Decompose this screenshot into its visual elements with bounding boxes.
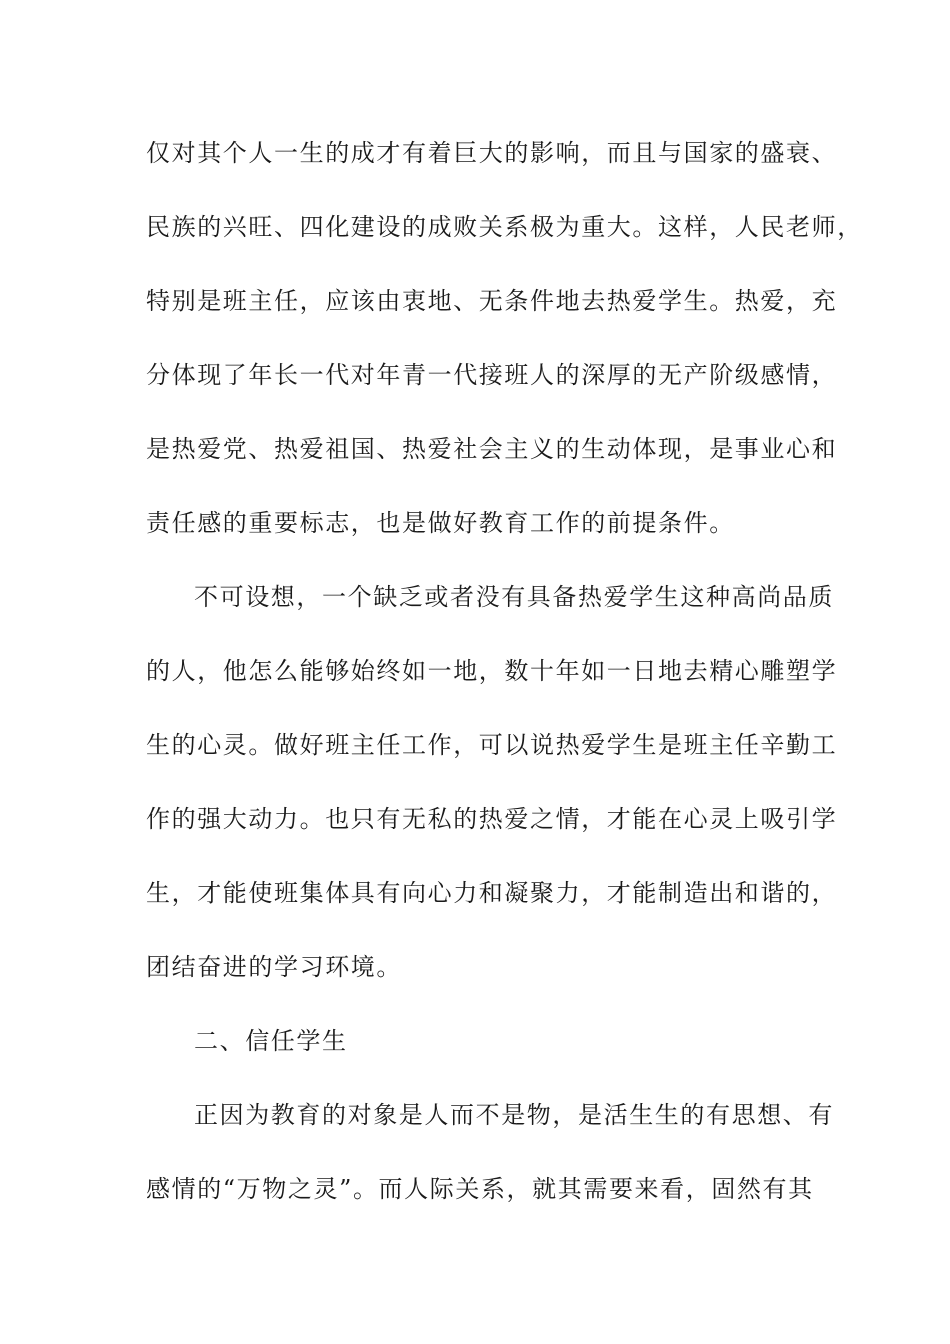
section-heading: 二、信任学生 — [194, 1027, 348, 1055]
paragraph-first-line: 不可设想，一个缺乏或者没有具备热爱学生这种高尚品质 — [194, 583, 834, 611]
paragraph-first-line: 正因为教育的对象是人而不是物，是活生生的有思想、有 — [194, 1101, 834, 1129]
text-line: 感情的“万物之灵”。而人际关系，就其需要来看，固然有其 — [146, 1175, 814, 1203]
text-line: 的人，他怎么能够始终如一地，数十年如一日地去精心雕塑学 — [146, 657, 838, 685]
text-line: 是热爱党、热爱祖国、热爱社会主义的生动体现，是事业心和 — [146, 435, 838, 463]
text-line: 作的强大动力。也只有无私的热爱之情，才能在心灵上吸引学 — [146, 805, 838, 833]
text-line: 生，才能使班集体具有向心力和凝聚力，才能制造出和谐的， — [146, 879, 838, 907]
text-line: 团结奋进的学习环境。 — [146, 953, 402, 981]
text-line: 生的心灵。做好班主任工作，可以说热爱学生是班主任辛勤工 — [146, 731, 838, 759]
text-line: 分体现了年长一代对年青一代接班人的深厚的无产阶级感情， — [146, 361, 838, 389]
text-line: 责任感的重要标志，也是做好教育工作的前提条件。 — [146, 509, 735, 537]
text-line: 仅对其个人一生的成才有着巨大的影响，而且与国家的盛衰、 — [146, 139, 838, 167]
text-line: 特别是班主任，应该由衷地、无条件地去热爱学生。热爱，充 — [146, 287, 838, 315]
text-line: 民族的兴旺、四化建设的成败关系极为重大。这样，人民老师， — [146, 213, 863, 241]
